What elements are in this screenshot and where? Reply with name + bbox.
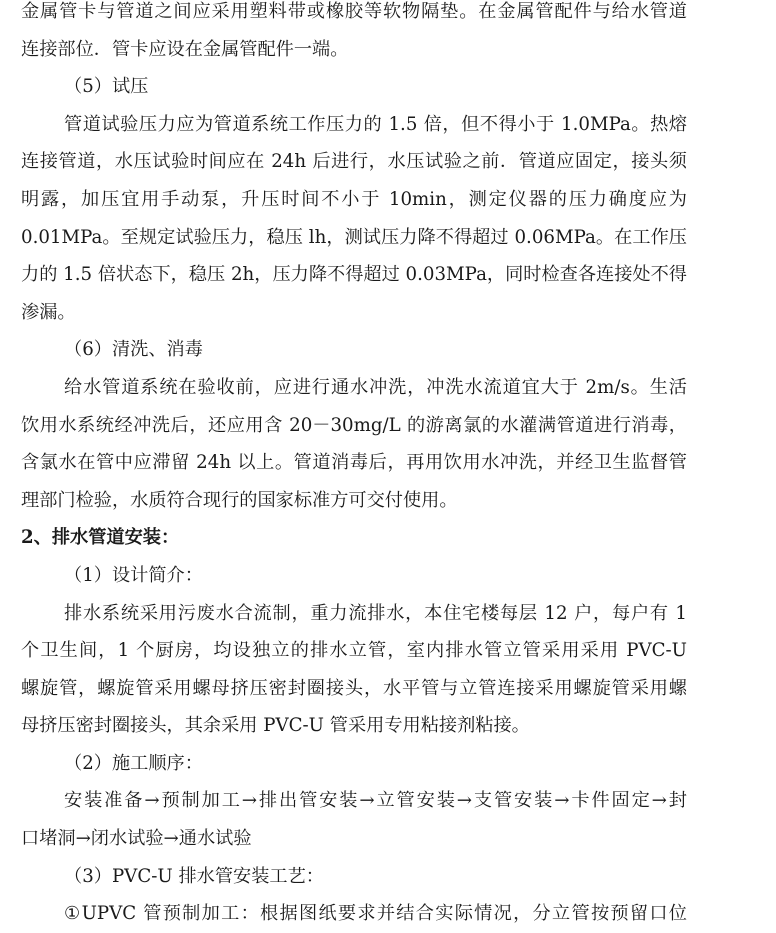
paragraph-first-line: 安装准备→预制加工→排出管安装→立管安装→支管安装→卡件固定→封 [64,790,687,812]
paragraph-first-line: ①UPVC 管预制加工：根据图纸要求并结合实际情况，分立管按预留口位 [64,903,687,925]
subsection-heading: （2）施工顺序： [64,752,203,774]
section-heading: 2、排水管道安装： [21,527,180,549]
text-line: 螺旋管，螺旋管采用螺母挤压密封圈接头，水平管与立管连接采用螺旋管采用螺 [21,677,687,699]
text-line: 力的 1.5 倍状态下，稳压 2h，压力降不得超过 0.03MPa，同时检查各连接处不得 [21,264,687,286]
subsection-heading: （1）设计简介： [64,564,203,586]
paragraph-first-line: 给水管道系统在验收前，应进行通水冲洗，冲洗水流道宜大于 2m/s。生活 [64,376,687,398]
paragraph-first-line: 排水系统采用污废水合流制，重力流排水，本住宅楼每层 12 户，每户有 1 [64,602,687,624]
text-line: 个卫生间，1 个厨房，均设独立的排水立管，室内排水管立管采用采用 PVC-U [21,640,687,662]
text-line: 饮用水系统经冲洗后，还应用含 20－30mg/L 的游离氯的水灌满管道进行消毒， [21,414,687,436]
text-line: 含氯水在管中应滞留 24h 以上。管道消毒后，再用饮用水冲洗，并经卫生监督管 [21,452,687,474]
text-line: 明露，加压宜用手动泵，升压时间不小于 10min，测定仪器的压力确度应为 [21,188,687,210]
text-line: 口堵洞→闭水试验→通水试验 [21,828,252,850]
subsection-heading: （5）试压 [64,76,149,98]
text-line: 连接管道，水压试验时间应在 24h 后进行，水压试验之前．管道应固定，接头须 [21,151,687,173]
text-line: 连接部位．管卡应设在金属管配件一端。 [21,38,349,60]
subsection-heading: （3）PVC-U 排水管安装工艺： [64,865,324,887]
subsection-heading: （6）清洗、消毒 [64,339,203,361]
text-line: 金属管卡与管道之间应采用塑料带或橡胶等软物隔垫。在金属管配件与给水管道 [21,1,687,22]
paragraph-first-line: 管道试验压力应为管道系统工作压力的 1.5 倍，但不得小于 1.0MPa。热熔 [64,113,687,135]
text-line: 母挤压密封圈接头，其余采用 PVC-U 管采用专用粘接剂粘接。 [21,715,530,737]
text-line: 渗漏。 [21,301,76,323]
text-line: 0.01MPa。至规定试验压力，稳压 lh，测试压力降不得超过 0.06MPa。在工作压 [21,226,687,248]
text-line: 理部门检验，水质符合现行的国家标准方可交付使用。 [21,489,458,511]
document-page [21,0,687,933]
